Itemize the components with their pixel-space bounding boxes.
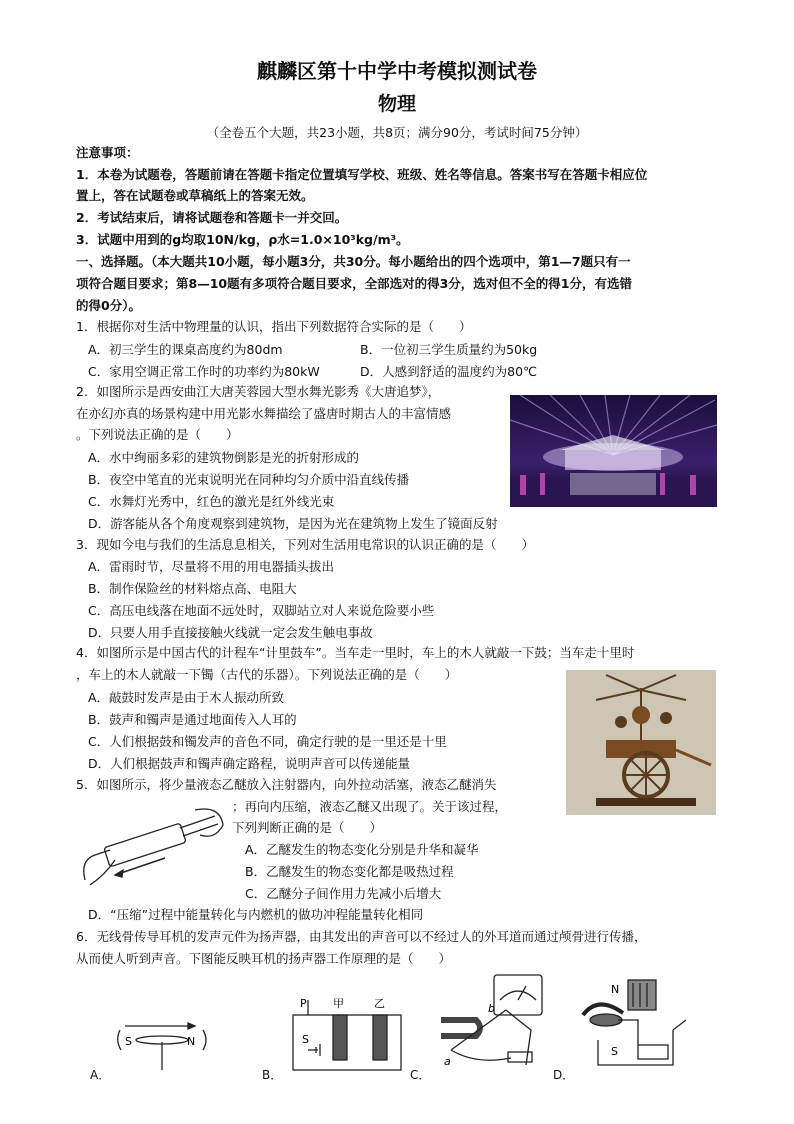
exam-info: （全卷五个大题，共23小题，共8页；满分90分，考试时间75分钟） [206, 125, 588, 140]
q4-option-d: D．人们根据鼓声和镯声确定路程，说明声音可以传递能量 [88, 756, 411, 771]
fig-d-n-label: N [611, 983, 620, 996]
q3-option-c: C．高压电线落在地面不远处时，双脚站立对人来说危险要小些 [88, 603, 435, 618]
option-d-figure [578, 975, 693, 1075]
q6-option-c-label: C． [410, 1068, 431, 1082]
q5-option-d: D．“压缩”过程中能量转化与内燃机的做功冲程能量转化相同 [88, 907, 424, 922]
fig-b-s-label: S [302, 1033, 309, 1046]
note-1b: 置上，答在试题卷或草稿纸上的答案无效。 [76, 188, 314, 203]
q5-line-1: 5．如图所示，将少量液态乙醚放入注射器内，向外拉动活塞，液态乙醚消失 [76, 777, 497, 792]
q4-line-1: 4．如图所示是中国古代的计程车“计里鼓车”。当车走一里时，车上的木人就敲一下鼓；当车走十里时 [76, 645, 635, 660]
q4-line-2: ，车上的木人就敲一下镯（古代的乐器）。下列说法正确的是（ ） [76, 667, 458, 682]
q4-option-b: B．鼓声和镯声是通过地面传入人耳的 [88, 712, 297, 727]
section1-line-1: 一、选择题。（本大题共10小题，每小题3分，共30分。每小题给出的四个选项中，第1—7题只有一 [76, 254, 631, 269]
q1-option-d: D．人感到舒适的温度约为80℃ [360, 364, 538, 379]
q5-line-2: ；再向内压缩，液态乙醚又出现了。关于该过程， [232, 799, 508, 814]
q2-line-2: 在亦幻亦真的场景构建中用光影水舞描绘了盛唐时期古人的丰富情感 [76, 406, 452, 421]
q6-option-a-label: A． [90, 1068, 111, 1082]
q2-line-3: 。下列说法正确的是（ ） [76, 427, 239, 442]
q4-option-a: A．敲鼓时发声是由于木人振动所致 [88, 690, 285, 705]
q3-option-d: D．只要人用手直接接触火线就一定会发生触电事故 [88, 625, 373, 640]
q2-option-a: A．水中绚丽多彩的建筑物倒影是光的折射形成的 [88, 450, 360, 465]
q5-option-c: C．乙醚分子间作用力先减小后增大 [245, 886, 442, 901]
syringe-figure [75, 800, 225, 890]
q1-option-a: A．初三学生的课桌高度约为80dm [88, 342, 283, 357]
q6-option-d-label: D． [553, 1068, 575, 1082]
note-3: 3．试题中用到的g均取10N/kg，ρ水=1.0×10³kg/m³。 [76, 232, 409, 247]
fig-b-p-label: P [300, 997, 307, 1010]
fig-a-n-label: N [187, 1035, 196, 1048]
q5-option-a: A．乙醚发生的物态变化分别是升华和凝华 [245, 842, 479, 857]
section1-line-2: 项符合题目要求；第8—10题有多项符合题目要求，全部选对的得3分，选对但不全的得1分，有选错 [76, 276, 632, 291]
q1-stem: 1．根据你对生活中物理量的认识，指出下列数据符合实际的是（ ） [76, 319, 472, 334]
fig-a-s-label: S [125, 1035, 132, 1048]
q6-option-b-label: B． [262, 1068, 283, 1082]
fig-d-s-label: S [611, 1045, 618, 1058]
fig-c-a-label: a [444, 1055, 451, 1068]
fig-b-yi-label: 乙 [374, 997, 385, 1010]
light-show-photo [510, 395, 717, 507]
q3-option-a: A．雷雨时节，尽量将不用的用电器插头拔出 [88, 559, 335, 574]
note-2: 2．考试结束后，请将试题卷和答题卡一并交回。 [76, 210, 348, 225]
section1-line-3: 的得0分）。 [76, 298, 141, 313]
fig-c-b-label: b [488, 1002, 495, 1015]
drum-cart-photo [566, 670, 716, 815]
q4-option-c: C．人们根据鼓和镯发声的音色不同，确定行驶的是一里还是十里 [88, 734, 447, 749]
q6-line-1: 6．无线骨传导耳机的发声元件为扬声器，由其发出的声音可以不经过人的外耳道而通过颅骨进行传播， [76, 929, 647, 944]
option-b-figure [288, 995, 403, 1075]
q2-option-d: D．游客能从各个角度观察到建筑物，是因为光在建筑物上发生了镜面反射 [88, 516, 498, 531]
fig-b-jia-label: 甲 [333, 997, 344, 1010]
q2-option-b: B．夜空中笔直的光束说明光在同种均匀介质中沿直线传播 [88, 472, 410, 487]
q3-option-b: B．制作保险丝的材料熔点高、电阻大 [88, 581, 297, 596]
q5-line-3: 下列判断正确的是（ ） [232, 820, 383, 835]
q2-line-1: 2．如图所示是西安曲江大唐芙蓉园大型水舞光影秀《大唐追梦》， [76, 384, 441, 399]
option-a-figure [115, 1018, 210, 1073]
page-title: 麒麟区第十中学中考模拟测试卷 [257, 59, 537, 83]
option-c-figure [436, 970, 546, 1075]
q5-option-b: B．乙醚发生的物态变化都是吸热过程 [245, 864, 454, 879]
note-1a: 1．本卷为试题卷，答题前请在答题卡指定位置填写学校、班级、姓名等信息。答案书写在答题卡相应位 [76, 167, 648, 182]
q1-option-b: B．一位初三学生质量约为50kg [360, 342, 538, 357]
q6-line-2: 从而使人听到声音。下图能反映耳机的扬声器工作原理的是（ ） [76, 951, 452, 966]
q3-stem: 3．现如今电与我们的生活息息相关，下列对生活用电常识的认识正确的是（ ） [76, 537, 534, 552]
q1-option-c: C．家用空调正常工作时的功率约为80kW [88, 364, 320, 379]
subject-title: 物理 [377, 93, 416, 115]
q2-option-c: C．水舞灯光秀中，红色的激光是红外线光束 [88, 494, 335, 509]
notes-heading: 注意事项： [76, 145, 139, 160]
